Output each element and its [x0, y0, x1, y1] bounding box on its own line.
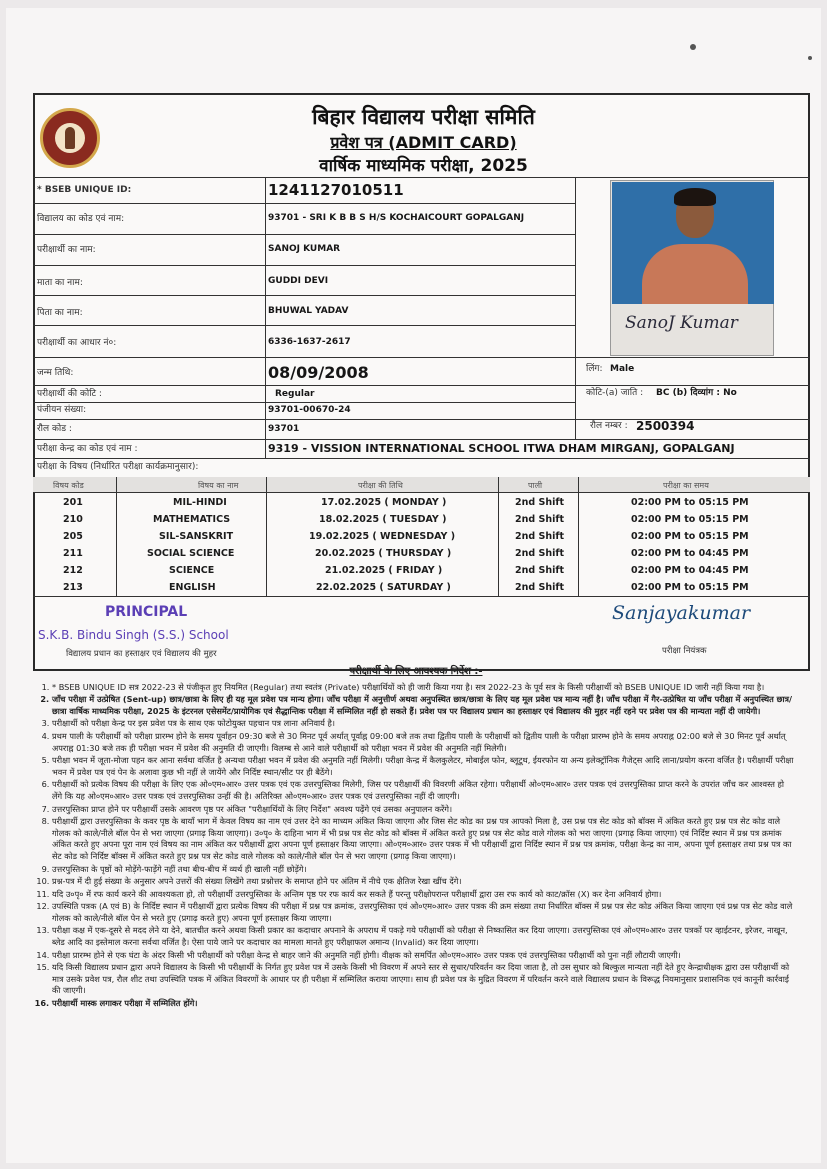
col-header: विषय का नाम	[198, 481, 239, 490]
list-item: 11. यदि उ०पृ० में रफ कार्य करने की आवश्यकता हो, तो परीक्षार्थी उत्तरपुस्तिका के अन्तिम पृष्ठ पर रफ कार्य कर सकते हैं परन्तु परीक्षोपरान्त परीक्षार्थी द्वारा उस रफ कार्य को काट/क्रॉस (X) कर देना अनिवार्य होगा।	[52, 889, 796, 901]
divider	[33, 596, 810, 597]
roll-code-label: रौल कोड :	[37, 424, 72, 434]
exam-date: 17.02.2025 ( MONDAY )	[321, 497, 447, 508]
divider	[266, 477, 267, 596]
exam-time: 02:00 PM to 05:15 PM	[631, 497, 749, 508]
roll-code-value: 93701	[268, 424, 300, 434]
exam-time: 02:00 PM to 05:15 PM	[631, 582, 749, 593]
category-value: Regular	[275, 389, 315, 399]
instructions	[36, 666, 796, 1011]
divider	[33, 295, 575, 296]
exam-date: 21.02.2025 ( FRIDAY )	[325, 565, 443, 576]
divider	[33, 203, 575, 204]
candidate-photo	[610, 180, 774, 356]
name-label: परीक्षार्थी का नाम:	[37, 245, 96, 255]
subject-name: ENGLISH	[169, 582, 216, 593]
table-row	[33, 494, 810, 511]
centre-label: परीक्षा केन्द्र का कोड एवं नाम :	[37, 444, 138, 454]
list-item: 7. उत्तरपुस्तिका प्राप्त होने पर परीक्षार्थी उसके आवरण पृष्ठ पर अंकित "परीक्षार्थियों के लिए निर्देश" अवश्य पढ़ेंगे एवं उसका अनुपालन करेंगे।	[52, 804, 796, 816]
school-stamp: S.K.B. Bindu Singh (S.S.) School	[38, 628, 229, 642]
controller-caption: परीक्षा नियंत्रक	[662, 646, 707, 656]
list-item: 15. यदि किसी विद्यालय प्रधान द्वारा अपने विद्यालय के किसी भी परीक्षार्थी के निर्गत हुए प्रवेश पत्र में उसके किसी भी विवरण में अपने स्तर से सुधार/परिवर्तन कर दिया जाता है, तो उस सुधार को बिल्कुल मान्यता नहीं देते हुए केन्द्राधीक्षक द्वारा उस परीक्षार्थी को मात्र उसके प्रवेश पत्र, रौल शीट तथा उपस्थिति पत्रक में अंकित विवरणों के आधार पर ही परीक्षा में सम्मिलित कराया जाएगा। साथ ही प्रवेश पत्र के मुद्रित विवरण में परिवर्तन करने वाले विद्यालय प्रधान के विरूद्ध नियमानुसार प्रशासनिक एवं कानूनी कार्रवाई की जाएगी।	[52, 962, 796, 997]
controller-signature: Sanjayakumar	[612, 602, 751, 624]
exam-date: 22.02.2025 ( SATURDAY )	[316, 582, 451, 593]
reg-value: 93701-00670-24	[268, 405, 351, 415]
exam-date: 19.02.2025 ( WEDNESDAY )	[309, 531, 456, 542]
list-item: 14. परीक्षा प्रारम्भ होने से एक घंटा के अंदर किसी भी परीक्षार्थी को परीक्षा केन्द्र से बाहर जाने की अनुमति नहीं होगी। वीक्षक को समर्पित ओ०एम०आर० उत्तर पत्रक एवं उत्तरपुस्तिका परीक्षार्थी को पुनः नहीं लौटायी जाएगी।	[52, 950, 796, 962]
subject-code: 205	[63, 531, 83, 542]
subject-name: SOCIAL SCIENCE	[147, 548, 235, 559]
name-value: SANOJ KUMAR	[268, 244, 341, 254]
table-row	[33, 562, 810, 579]
subject-name: SCIENCE	[169, 565, 215, 576]
list-item: 12. उपस्थिति पत्रक (A एवं B) के निर्दिष्ट स्थान में परीक्षार्थी द्वारा प्रत्येक विषय की परीक्षा में प्रश्न पत्र क्रमांक, उत्तरपुस्तिका एवं ओ०एम०आर० उत्तर पत्रक की क्रम संख्या तथा निर्धारित बॉक्स में प्रश्न पत्र सेट कोड अंकित किया जाएगा एवं प्रश्न पत्र सेट कोड वाले गोलक को काले/नीले बॉल पेन से भरते हुए (प्रगाढ़ करते हुए) अपना पूर्ण हस्ताक्षर किया जाएगा।	[52, 901, 796, 924]
divider	[33, 402, 575, 403]
divider	[33, 492, 810, 493]
divider	[33, 234, 575, 235]
exam-shift: 2nd Shift	[515, 514, 565, 525]
category-label: परीक्षार्थी की कोटि :	[37, 389, 102, 399]
subject-name: SIL-SANSKRIT	[159, 531, 234, 542]
principal-stamp: PRINCIPAL	[105, 604, 188, 620]
subject-name: MIL-HINDI	[173, 497, 227, 508]
uid-label: * BSEB UNIQUE ID:	[37, 185, 132, 195]
candidate-signature: SanoJ Kumar	[625, 313, 738, 333]
father-value: BHUWAL YADAV	[268, 306, 349, 316]
roll-no-value: 2500394	[636, 419, 695, 433]
uid-value: 1241127010511	[268, 181, 404, 199]
bseb-logo-icon	[40, 108, 100, 168]
exam-shift: 2nd Shift	[515, 565, 565, 576]
list-item: 5. परीक्षा भवन में जूता-मोजा पहन कर आना सर्वथा वर्जित है अन्यथा परीक्षा भवन में प्रवेश की अनुमति नहीं मिलेगी। परीक्षा केन्द्र में कैलकुलेटर, मोबाईल फोन, ब्लूटूथ, ईयरफोन या अन्य इलेक्ट्रॉनिक गैजेट्स आदि लाना/प्रयोग करना वर्जित है। परीक्षार्थी परीक्षा भवन में प्रवेश पत्र एवं पेन के अलावा कुछ भी नहीं ले जायेंगे और निर्दिष्ट स्थान/सीट पर ही बैठेंगे।	[52, 755, 796, 778]
punch-hole-dot	[808, 56, 812, 60]
divider	[33, 385, 810, 386]
exam-title: वार्षिक माध्यमिक परीक्षा, 2025	[319, 156, 528, 176]
centre-value: 9319 - VISSION INTERNATIONAL SCHOOL ITWA DHAM MIRGANJ, GOPALGANJ	[268, 442, 735, 455]
subject-code: 211	[63, 548, 83, 559]
roll-no-label: रौल नम्बर :	[590, 421, 628, 431]
subject-code: 213	[63, 582, 83, 593]
table-header	[33, 477, 810, 492]
exam-shift: 2nd Shift	[515, 548, 565, 559]
list-item: 13. परीक्षा कक्ष में एक-दूसरे से मदद लेने या देने, बातचीत करने अथवा किसी प्रकार का कदाचार अपनाने के अपराध में पकड़े गये परीक्षार्थी को परीक्षा से निष्कासित कर दिया जाएगा। उत्तरपुस्तिका एवं ओ०एम०आर० उत्तर पत्रकों पर व्हाईटनर, इरेजर, नाखून, ब्लेड आदि का इस्तेमाल करना सर्वथा वर्जित है। ऐसा पाये जाने पर कदाचार का मामला मानते हुए परीक्षाफल अमान्य (Invalid) कर दिया जाएगा।	[52, 925, 796, 948]
divider	[33, 325, 575, 326]
punch-hole-dot	[690, 44, 696, 50]
exam-shift: 2nd Shift	[515, 497, 565, 508]
table-row	[33, 579, 810, 596]
subjects-label: परीक्षा के विषय (निर्धारित परीक्षा कार्यक्रमानुसार):	[37, 462, 199, 472]
aadhaar-label: परीक्षार्थी का आधार नं०:	[37, 338, 117, 348]
reg-label: पंजीयन संख्या:	[37, 405, 87, 415]
instructions-title: परीक्षार्थी के लिए आवश्यक निर्देश :-	[349, 666, 483, 677]
list-item: 3. परीक्षार्थी को परीक्षा केन्द्र पर इस प्रवेश पत्र के साथ एक फोटोयुक्त पहचान पत्र लाना अनिवार्य है।	[52, 718, 796, 730]
card-title: प्रवेश पत्र (ADMIT CARD)	[330, 133, 517, 152]
gender-value: Male	[610, 364, 635, 374]
exam-shift: 2nd Shift	[515, 582, 565, 593]
school-label: विद्यालय का कोड एवं नाम:	[37, 214, 125, 224]
exam-date: 18.02.2025 ( TUESDAY )	[319, 514, 447, 525]
list-item: 1. * BSEB UNIQUE ID सत्र 2022-23 से पंजीकृत हुए नियमित (Regular) तथा स्वतंत्र (Private) परीक्षार्थियों को ही जारी किया गया है। सत्र 2022-23 के पूर्व सत्र के किसी परीक्षार्थी को BSEB UNIQUE ID जारी नहीं किया गया है।	[52, 682, 796, 694]
dob-value: 08/09/2008	[268, 363, 369, 382]
subject-code: 212	[63, 565, 83, 576]
divider	[33, 357, 810, 358]
caste-label: कोटि-(a) जाति :	[586, 388, 644, 398]
subject-code: 210	[63, 514, 83, 525]
list-item: 9. उत्तरपुस्तिका के पृष्ठों को मोड़ेंगे-फाड़ेंगे नहीं तथा बीच-बीच में व्यर्थ ही खाली नहीं छोड़ेंगे।	[52, 864, 796, 876]
list-item: 2. जाँच परीक्षा में उत्प्रेषित (Sent-up) छात्र/छात्रा के लिए ही यह मूल प्रवेश पत्र मान्य होगा। जाँच परीक्षा में अनुत्तीर्ण अथवा अनुपस्थित छात्र/छात्रा के लिए यह मूल प्रवेश पत्र मान्य नहीं है। जाँच परीक्षा में गैर-उत्प्रेषित या जाँच परीक्षा में अनुपस्थित छात्र/छात्रा वार्षिक माध्यमिक परीक्षा, 2025 के इंटरनल एसेसमेंट/प्रायोगिक एवं सैद्धान्तिक परीक्षा में सम्मिलित नहीं हो सकते हैं। प्रवेश पत्र पर विद्यालय प्रधान का हस्ताक्षर एवं विद्यालय की मुहर नहीं रहने पर प्रवेश पत्र की मान्यता नहीं दी जायेगी।	[52, 694, 796, 717]
subject-code: 201	[63, 497, 83, 508]
col-header: पाली	[528, 481, 543, 490]
divider	[33, 265, 575, 266]
dob-label: जन्म तिथि:	[37, 368, 74, 378]
instructions-list	[36, 682, 796, 1010]
divider	[498, 477, 499, 596]
gender-label: लिंग:	[586, 364, 603, 374]
list-item: 10. प्रश्न-पत्र में दी हुई संख्या के अनुसार अपने उत्तरों की संख्या लिखेंगे तथा प्रश्नोत्तर के समाप्त होने पर अंतिम में नीचे एक क्षैतिज रेखा खींच देंगे।	[52, 876, 796, 888]
divider	[33, 458, 810, 459]
divider	[33, 439, 810, 440]
aadhaar-value: 6336-1637-2617	[268, 337, 351, 347]
board-title: बिहार विद्यालय परीक्षा समिति	[312, 105, 535, 129]
mother-value: GUDDI DEVI	[268, 276, 329, 286]
col-header: परीक्षा का समय	[663, 481, 709, 490]
subject-name: MATHEMATICS	[153, 514, 231, 525]
list-item: 8. परीक्षार्थी द्वारा उत्तरपुस्तिका के कवर पृष्ठ के बायाँ भाग में केवल विषय का नाम एवं उत्तर देने का माध्यम अंकित किया जाएगा और जिस सेट कोड का प्रश्न पत्र आपको मिला है, उस प्रश्न पत्र सेट कोड को बॉक्स में अंकित करते हुए प्रश्न पत्र सेट कोड वाले गोलक को काले/नीले बॉल पेन से भरा जाएगा (प्रगाढ़ किया जाएगा)। उ०पृ० के दाहिना भाग में भी प्रश्न पत्र सेट कोड को बॉक्स में अंकित करते हुए प्रश्न पत्र सेट कोड वाले गोलक को भरा जाएगा (प्रगाढ़ किया जाएगा) एवं निर्दिष्ट स्थान में प्रश्न पत्र क्रमांक अंकित करते हुए अपना पूरा नाम एवं विषय का नाम अंकित कर परीक्षार्थी द्वारा अपना पूर्ण हस्ताक्षर किया जाएगा। ओ०एम०आर० उत्तर पत्रक में भी परीक्षार्थी द्वारा निर्दिष्ट स्थान में प्रश्न पत्र क्रमांक, परीक्षा केन्द्र का नाम, अपना पूर्ण हस्ताक्षर तथा प्रश्न पत्र का सेट कोड को निर्दिष्ट बॉक्स में अंकित करते हुए प्रश्न पत्र सेट कोड वाले गोलक को काले/नीले बॉल पेन से भरा जाएगा (प्रगाढ़ किया जाएगा)।	[52, 816, 796, 862]
col-header: परीक्षा की तिथि	[358, 481, 403, 490]
divider	[575, 177, 576, 439]
table-row	[33, 528, 810, 545]
exam-shift: 2nd Shift	[515, 531, 565, 542]
divider	[578, 477, 579, 596]
divider	[33, 177, 810, 178]
list-item: 4. प्रथम पाली के परीक्षार्थी को परीक्षा प्रारम्भ होने के समय पूर्वाहन 09:30 बजे से 30 मिनट पूर्व अर्थात् पूर्वाह्न 09:00 बजे तक तथा द्वितीय पाली के परीक्षार्थी को द्वितीय पाली के परीक्षा प्रारम्भ होने के समय अपराह्न 02:00 बजे से 30 मिनट पूर्व अर्थात् अपराह्न 01:30 बजे तक ही परीक्षा भवन में प्रवेश की अनुमति दी जाएगी। विलम्ब से आने वाले परीक्षार्थी को परीक्षा भवन में प्रवेश की अनुमति नहीं मिलेगी।	[52, 731, 796, 754]
exam-time: 02:00 PM to 04:45 PM	[631, 548, 749, 559]
exam-date: 20.02.2025 ( THURSDAY )	[315, 548, 452, 559]
table-row	[33, 545, 810, 562]
exam-time: 02:00 PM to 05:15 PM	[631, 531, 749, 542]
exam-time: 02:00 PM to 04:45 PM	[631, 565, 749, 576]
caste-value: BC (b) दिव्यांग : No	[656, 388, 737, 398]
divider	[116, 477, 117, 596]
exam-time: 02:00 PM to 05:15 PM	[631, 514, 749, 525]
principal-caption: विद्यालय प्रधान का हस्ताक्षर एवं विद्यालय की मुहर	[66, 649, 217, 659]
father-label: पिता का नाम:	[37, 308, 83, 318]
mother-label: माता का नाम:	[37, 278, 83, 288]
school-value: 93701 - SRI K B B S H/S KOCHAICOURT GOPALGANJ	[268, 213, 525, 223]
list-item: 16. परीक्षार्थी मास्क लगाकर परीक्षा में सम्मिलित होंगे।	[52, 998, 796, 1010]
table-row	[33, 511, 810, 528]
divider	[265, 177, 266, 458]
list-item: 6. परीक्षार्थी को प्रत्येक विषय की परीक्षा के लिए एक ओ०एम०आर० उत्तर पत्रक एवं एक उत्तरपुस्तिका मिलेगी, जिस पर परीक्षार्थी की विवरणी अंकित रहेगा। परीक्षार्थी ओ०एम०आर० उत्तर पत्रक एवं उत्तरपुस्तिका प्राप्त करने के उपरांत जाँच कर आश्वस्त हो लेंगे कि यह ओ०एम०आर० उत्तर पत्रक एवं उत्तरपुस्तिका उन्हीं की है। अतिरिक्त ओ०एम०आर० उत्तर पत्रक एवं उत्तरपुस्तिका नहीं दी जाएगी।	[52, 779, 796, 802]
col-header: विषय कोड	[53, 481, 84, 490]
